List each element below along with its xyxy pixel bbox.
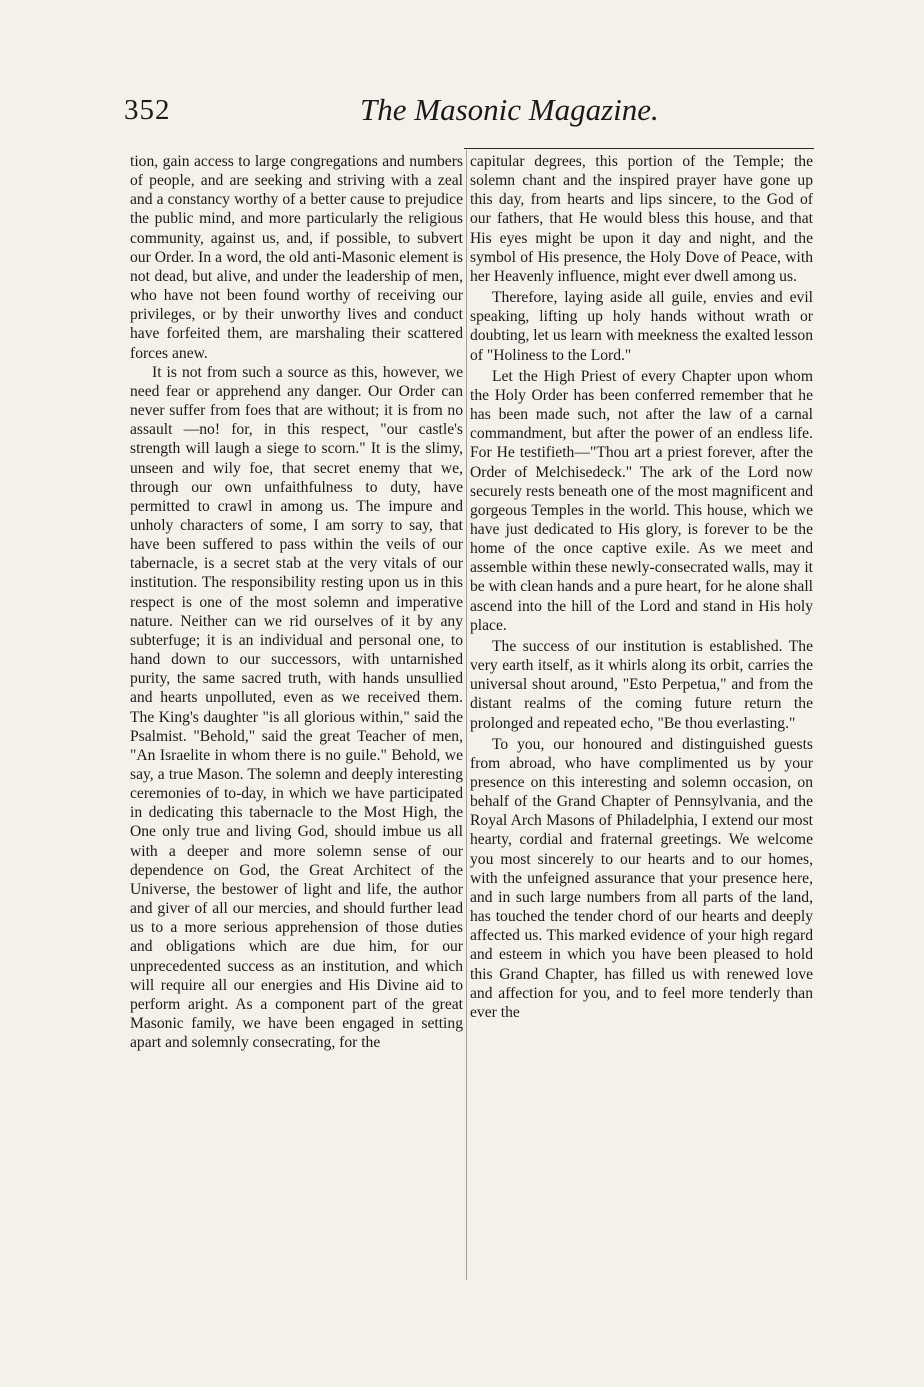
paragraph: capitular degrees, this portion of the Temple; the solemn chant and the inspired prayer have gone up this day, from hearts and lips sincere, to the God of our fathers, that He would bless this house, and that His eyes might be upon it day and night, and the symbol of His presence, the Holy Dove of Peace, with her Heavenly influence, might ever dwell among us. xyxy=(470,153,813,285)
paragraph: To you, our honoured and distinguished guests from abroad, who have complimented us by your presence on this interesting and solemn occasion, on behalf of the Grand Chapter of Pennsylvania, and the Royal Arch Masons of Philadelphia, I extend our most hearty, cordial and fraternal greetings. We welcome you most sincerely to our hearts and to our homes, with the unfeigned assurance that your presence here, and in such large numbers from all parts of the land, has touched the tender chord of our hearts and deeply affected us. This marked evidence of your high regard and esteem in which you have been pleased to hold this Grand Chapter, has filled us with renewed love and affection for you, and to feel more tenderly than ever the xyxy=(470,735,813,1021)
running-title: The Masonic Magazine. xyxy=(360,92,659,127)
paragraph: The success of our institution is established. The very earth itself, as it whirls along its orbit, carries the universal shout around, "Esto Perpetua," and from the distant realms of the coming future return the prolonged and repeated echo, "Be thou everlasting." xyxy=(470,637,813,732)
header-rule xyxy=(464,148,814,149)
left-column xyxy=(130,152,463,1052)
paragraph: It is not from such a source as this, however, we need fear or apprehend any danger. Our Order can never suffer from foes that are without; it is from no assault —no! for, in this respect, "our castle's strength will laugh a siege to scorn." It is the slimy, unseen and wily foe, that secret enemy that we, through our own unfaithfulness to duty, have permitted to crawl in among us. The impure and unholy characters of some, I am sorry to say, that have been suffered to pass within the veils of our tabernacle, is a secret stab at the very vitals of our institution. The responsibility resting upon us in this respect is one of the most solemn and imperative nature. Neither can we rid ourselves of it by any subterfuge; it is an individual and personal one, to hand down to our successors, with untarnished purity, the same sacred truth, with hands unsullied and hearts unpolluted, even as we received them. The King's daughter "is all glorious within," said the Psalmist. "Behold," said the great Teacher of men, "An Israelite in whom there is no guile." Behold, we say, a true Mason. The solemn and deeply interesting ceremonies of to-day, in which we have participated in dedicating this tabernacle to the Most High, the One only true and living God, should imbue us all with a deeper and more solemn sense of our dependence on God, the Great Architect of the Universe, the bestower of light and life, the author and giver of all our mercies, and should further lead us to a more serious apprehension of those duties and obligations which are due him, for our unprecedented success as an institution, and which will require all our energies and His Divine aid to perform aright. As a component part of the great Masonic family, we have been engaged in setting apart and solemnly consecrating, for the xyxy=(130,363,463,1052)
right-column xyxy=(470,152,813,1022)
paragraph: Let the High Priest of every Chapter upon whom the Holy Order has been conferred remember that he has been made such, not after the law of a carnal commandment, but after the power of an endless life. For He testifieth—"Thou art a priest forever, after the Order of Melchisedeck." The ark of the Lord now securely rests beneath one of the most magnificent and gorgeous Temples in the world. This house, which we have just dedicated to His glory, is forever to be the home of the once captive exile. As we meet and assemble within these newly-consecrated walls, may it be with clean hands and a pure heart, for he alone shall ascend into the hill of the Lord and stand in His holy place. xyxy=(470,367,813,634)
page-number: 352 xyxy=(124,94,171,126)
column-divider xyxy=(466,150,467,1280)
paragraph: tion, gain access to large congregations and numbers of people, and are seeking and striving with a zeal and a constancy worthy of a better cause to prejudice the public mind, and more particularly the religious community, against us, and, if possible, to subvert our Order. In a word, the old anti-Masonic element is not dead, but alive, and under the leadership of men, who have not been found worthy of receiving our privileges, or by their unworthy lives and conduct have forfeited them, are marshaling their scattered forces anew. xyxy=(130,153,463,362)
paragraph: Therefore, laying aside all guile, envies and evil speaking, lifting up holy hands without wrath or doubting, let us learn with meekness the exalted lesson of "Holiness to the Lord." xyxy=(470,289,813,364)
page-header xyxy=(124,92,814,138)
